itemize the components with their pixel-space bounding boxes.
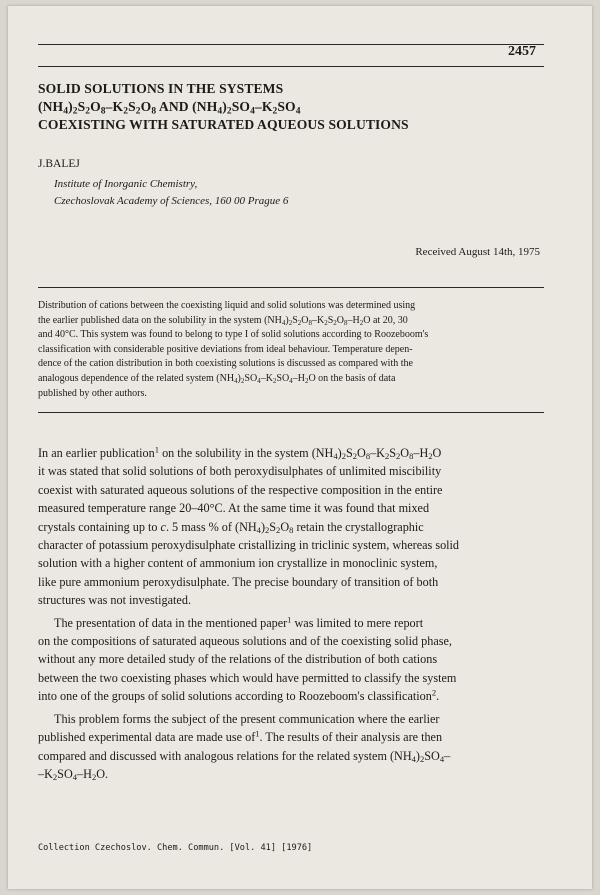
received-date: Received August 14th, 1975 [415, 246, 540, 258]
body-line: coexist with saturated aqueous solutions of the respective composition in the entire [38, 482, 443, 497]
article-body [38, 444, 548, 783]
abstract-line: analogous dependence of the related system $(NH_4)_2SO_4-K_2SO_4-H_2O$ on the basis of data [38, 372, 396, 385]
body-line: without any more detailed study of the relations of the distribution of both cations [38, 652, 438, 667]
body-line: crystals containing up to c. 5 mass % of $(NH_4)_2S_2O_8$ retain the crystallographic [38, 519, 424, 535]
abstract-line: Distribution of cations between the coexisting liquid and solid solutions was determined using [38, 300, 416, 311]
header-rule [38, 44, 544, 45]
abstract-line: dence of the cation distribution in both coexisting solutions is discussed as compared with the [38, 358, 413, 370]
body-line: solution with a higher content of ammonium ion crystallize in monoclinic system, [38, 556, 438, 571]
page-number: 2457 [508, 44, 536, 59]
journal-page [8, 6, 592, 889]
body-line: measured temperature range 20–40°C. At the same time it was found that mixed [38, 501, 430, 516]
header-rule-bottom [38, 66, 544, 67]
abstract-line: and 40°C. This system was found to belong to type I of solid solutions according to Roozeboom's [38, 329, 429, 341]
abstract-line: classification with considerable positive deviations from ideal behaviour. Temperature depen- [38, 343, 413, 355]
title-formula: $(NH_4)_2S_2O_8-K_2S_2O_8$ AND $(NH_4)_2SO_4-K_2SO_4$ [38, 99, 301, 117]
abstract-line: published by other authors. [38, 387, 147, 399]
body-line: it was stated that solid solutions of both peroxydisulphates of unlimited miscibility [38, 464, 442, 479]
body-line: character of potassium peroxydisulphate cristallizing in triclinic system, whereas solid [38, 538, 460, 553]
abstract-line: the earlier published data on the solubility in the system $(NH_4)_2S_2O_8-K_2S_2O_8-H_2O$ at 20, 30 [38, 314, 408, 327]
abstract [38, 299, 544, 401]
body-line: The presentation of data in the mentioned paper$^1$ was limited to mere report [54, 614, 424, 630]
title-line: COEXISTING WITH SATURATED AQUEOUS SOLUTIONS [38, 117, 409, 132]
body-line: In an earlier publication$^1$ on the solubility in the system $(NH_4)_2S_2O_8-K_2S_2O_8-H_2O$ [38, 444, 442, 462]
affiliation [54, 176, 534, 210]
body-line: $-K_2SO_4-H_2O$. [38, 766, 109, 783]
author-name: J.BALEJ [38, 158, 80, 170]
journal-footer: Collection Czechoslov. Chem. Commun. [Vol. 41] [1976] [38, 843, 313, 853]
abstract-rule-bottom [38, 412, 544, 413]
affiliation-line: Institute of Inorganic Chemistry, [54, 178, 198, 190]
body-line: published experimental data are made use $of^1$. The results of their analysis are then [38, 728, 443, 745]
body-line: compared and discussed with analogous relations for the related system $(NH_4)_2SO_4-$ [38, 748, 451, 764]
affiliation-line: Czechoslovak Academy of Sciences, 160 00 Prague 6 [54, 195, 289, 207]
body-line: structures was not investigated. [38, 593, 191, 608]
title-line: SOLID SOLUTIONS IN THE SYSTEMS [38, 81, 284, 96]
title-line [38, 98, 548, 116]
abstract-rule-top [38, 287, 544, 288]
body-line: like pure ammonium peroxydisulphate. The precise boundary of transition of both [38, 574, 439, 589]
body-line: into one of the groups of solid solutions according to Roozeboom's classification$^2$. [38, 688, 440, 704]
body-line: between the two coexisting phases which would have permitted to classify the system [38, 670, 457, 685]
body-line: on the compositions of saturated aqueous solutions and of the coexisting solid phase, [38, 634, 452, 649]
article-title [38, 80, 548, 134]
body-line: This problem forms the subject of the present communication where the earlier [54, 711, 440, 726]
